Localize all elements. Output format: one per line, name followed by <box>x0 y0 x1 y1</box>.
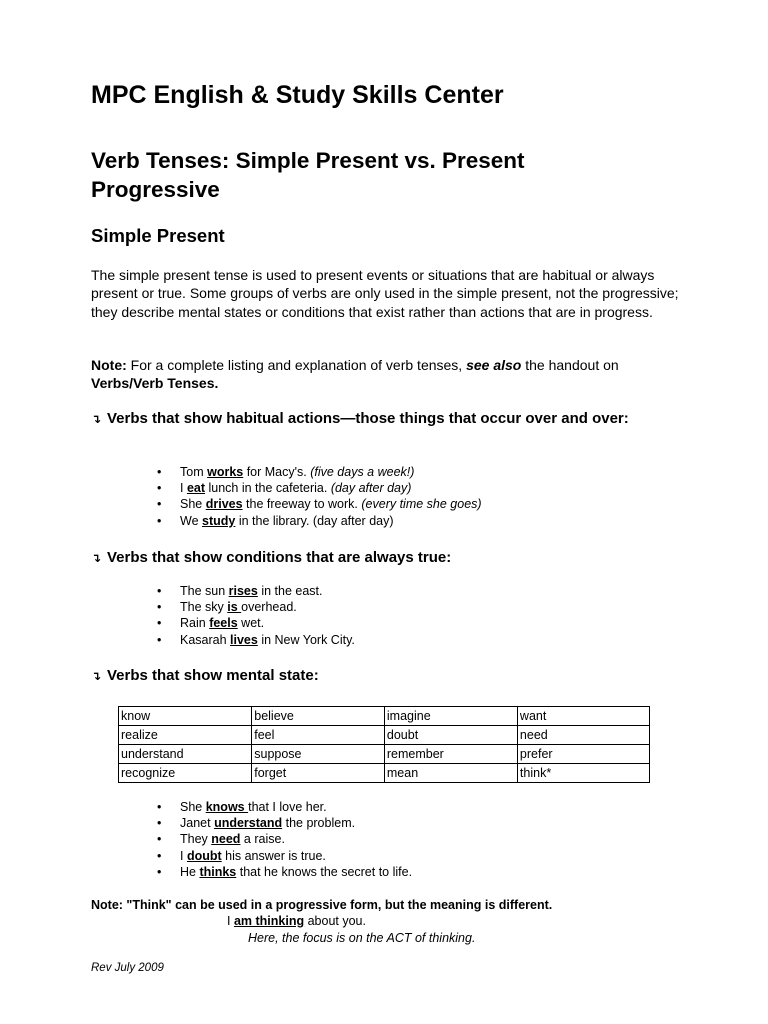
intro-paragraph: The simple present tense is used to present events or situations that are habitual or always present or true. Some groups of verbs are only used in the simple present, not the progressive; they describe mental states or conditions that exist rather than actions that are in progress. <box>91 267 679 320</box>
bullet-icon: • <box>157 600 162 615</box>
table-cell: prefer <box>517 745 649 764</box>
list-item: • Tom works for Macy's. (five days a week!) <box>157 465 415 479</box>
list-item: • We study in the library. (day after day) <box>157 513 394 528</box>
revision-date: Rev July 2009 <box>91 962 164 974</box>
list-item: • The sun rises in the east. <box>157 584 323 598</box>
table-cell: feel <box>252 726 385 745</box>
list-item: • Rain feels wet. <box>157 616 265 631</box>
list-item: • Kasarah lives in New York City. <box>157 632 355 647</box>
list-item: • They need a raise. <box>157 832 285 847</box>
mental-verbs-table <box>118 706 650 783</box>
habitual-heading <box>91 409 681 429</box>
list-item: • The sky is overhead. <box>157 600 297 615</box>
note-reference: Verbs/Verb Tenses. <box>91 375 219 392</box>
list-item: • I eat lunch in the cafeteria. (day after day) <box>157 481 412 496</box>
note-label: Note: <box>91 357 127 373</box>
table-cell: believe <box>252 707 385 726</box>
note-paragraph <box>91 356 681 393</box>
document-title: Verb Tenses: Simple Present vs. Present Progressive <box>91 148 525 202</box>
think-example: I am thinking about you. <box>227 914 366 928</box>
table-cell: recognize <box>119 764 252 783</box>
think-note: Note: "Think" can be used in a progressive form, but the meaning is different. <box>91 898 553 912</box>
note-text: For a complete listing and explanation of verb tenses, <box>126 357 467 373</box>
list-item: • She knows that I love her. <box>157 800 327 814</box>
table-row <box>119 745 650 764</box>
table-cell: realize <box>119 726 252 745</box>
habitual-list <box>157 464 482 529</box>
table-cell: imagine <box>384 707 517 726</box>
bullet-icon: • <box>157 513 162 528</box>
section-title: Simple Present <box>91 225 225 246</box>
bullet-icon: • <box>157 816 162 831</box>
conditions-list <box>157 583 355 648</box>
table-cell: forget <box>252 764 385 783</box>
list-item: • He thinks that he knows the secret to life. <box>157 864 413 879</box>
bullet-icon: • <box>157 800 162 814</box>
bullet-icon: • <box>157 848 162 863</box>
bullet-icon: • <box>157 497 162 512</box>
see-also: see also <box>466 357 522 373</box>
table-cell: suppose <box>252 745 385 764</box>
table-cell: mean <box>384 764 517 783</box>
think-explanation: Here, the focus is on the ACT of thinking. <box>248 931 476 945</box>
note-text-2: the handout on <box>521 357 619 373</box>
bullet-icon: • <box>157 616 162 631</box>
arrow-marker-icon: ↴ <box>91 412 102 426</box>
bullet-icon: • <box>157 465 162 479</box>
list-item: • She drives the freeway to work. (every time she goes) <box>157 497 482 512</box>
arrow-marker-icon: ↴ <box>91 669 102 683</box>
table-cell: want <box>517 707 649 726</box>
list-item: • I doubt his answer is true. <box>157 848 326 863</box>
mental-heading <box>91 666 681 686</box>
table-row <box>119 707 650 726</box>
mental-heading-text: Verbs that show mental state: <box>107 667 319 684</box>
center-name: MPC English & Study Skills Center <box>91 81 504 109</box>
bullet-icon: • <box>157 481 162 496</box>
bullet-icon: • <box>157 832 162 847</box>
table-row <box>119 726 650 745</box>
table-cell: understand <box>119 745 252 764</box>
bullet-icon: • <box>157 584 162 598</box>
mental-list <box>157 799 412 880</box>
habitual-heading-text: Verbs that show habitual actions—those things that occur over and over: <box>107 410 629 427</box>
table-cell: doubt <box>384 726 517 745</box>
table-cell: know <box>119 707 252 726</box>
table-row <box>119 764 650 783</box>
arrow-marker-icon: ↴ <box>91 551 102 565</box>
conditions-heading-text: Verbs that show conditions that are always true: <box>107 549 452 566</box>
list-item: • Janet understand the problem. <box>157 816 356 831</box>
table-cell: think* <box>517 764 649 783</box>
table-cell: remember <box>384 745 517 764</box>
bullet-icon: • <box>157 632 162 647</box>
conditions-heading <box>91 548 681 568</box>
bullet-icon: • <box>157 864 162 879</box>
table-cell: need <box>517 726 649 745</box>
